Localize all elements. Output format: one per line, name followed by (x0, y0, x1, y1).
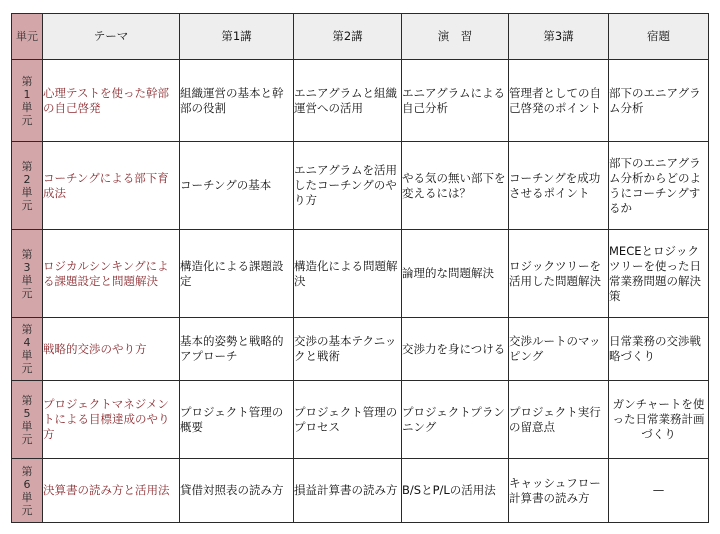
header-unit: 単元 (12, 14, 43, 60)
lecture1-cell: プロジェクト管理の概要 (180, 381, 294, 459)
curriculum-table (11, 13, 709, 523)
homework-cell: 日常業務の交渉戦略づくり (609, 318, 709, 381)
exercise-cell: B/SとP/Lの活用法 (402, 459, 509, 523)
lecture3-cell: 管理者としての自己啓発のポイント (509, 60, 609, 142)
header-homework: 宿題 (609, 14, 709, 60)
lecture3-cell: プロジェクト実行の留意点 (509, 381, 609, 459)
unit-theme: プロジェクトマネジメントによる目標達成のやり方 (43, 381, 180, 459)
homework-cell: MECEとロジックツリーを使った日常業務問題の解決策 (609, 230, 709, 318)
unit-theme: コーチングによる部下育成法 (43, 142, 180, 230)
header-lecture2: 第2講 (294, 14, 402, 60)
unit-label: 第5単元 (12, 381, 43, 459)
table-row (12, 459, 709, 523)
lecture3-cell: キャッシュフロー計算書の読み方 (509, 459, 609, 523)
header-lecture1: 第1講 (180, 14, 294, 60)
homework-cell: 部下のエニアグラム分析 (609, 60, 709, 142)
header-exercise: 演 習 (402, 14, 509, 60)
table-row (12, 230, 709, 318)
table-row (12, 60, 709, 142)
lecture2-cell: エニアグラムを活用したコーチングのやり方 (294, 142, 402, 230)
exercise-cell: エニアグラムによる自己分析 (402, 60, 509, 142)
unit-label: 第4単元 (12, 318, 43, 381)
unit-label: 第6単元 (12, 459, 43, 523)
header-lecture3: 第3講 (509, 14, 609, 60)
exercise-cell: やる気の無い部下を変えるには？ (402, 142, 509, 230)
exercise-cell: 論理的な問題解決 (402, 230, 509, 318)
lecture1-cell: 組織運営の基本と幹部の役割 (180, 60, 294, 142)
lecture3-cell: ロジックツリーを活用した問題解決 (509, 230, 609, 318)
lecture2-cell: 交渉の基本テクニックと戦術 (294, 318, 402, 381)
unit-label: 第3単元 (12, 230, 43, 318)
lecture3-cell: 交渉ルートのマッピング (509, 318, 609, 381)
lecture1-cell: コーチングの基本 (180, 142, 294, 230)
lecture1-cell: 貸借対照表の読み方 (180, 459, 294, 523)
exercise-cell: プロジェクトプランニング (402, 381, 509, 459)
exercise-cell: 交渉力を身につける (402, 318, 509, 381)
unit-label: 第1単元 (12, 60, 43, 142)
lecture1-cell: 構造化による課題設定 (180, 230, 294, 318)
homework-cell: ガンチャートを使った日常業務計画づくり (609, 381, 709, 459)
header-theme: テーマ (43, 14, 180, 60)
table-row (12, 142, 709, 230)
lecture2-cell: エニアグラムと組織運営への活用 (294, 60, 402, 142)
unit-theme: 戦略的交渉のやり方 (43, 318, 180, 381)
lecture2-cell: プロジェクト管理のプロセス (294, 381, 402, 459)
header-row (12, 14, 709, 60)
unit-theme: ロジカルシンキングによる課題設定と問題解決 (43, 230, 180, 318)
homework-cell: — (609, 459, 709, 523)
table-row (12, 381, 709, 459)
lecture2-cell: 構造化による問題解決 (294, 230, 402, 318)
unit-theme: 心理テストを使った幹部の自己啓発 (43, 60, 180, 142)
lecture1-cell: 基本的姿勢と戦略的アプローチ (180, 318, 294, 381)
unit-theme: 決算書の読み方と活用法 (43, 459, 180, 523)
lecture3-cell: コーチングを成功させるポイント (509, 142, 609, 230)
unit-label: 第2単元 (12, 142, 43, 230)
lecture2-cell: 損益計算書の読み方 (294, 459, 402, 523)
homework-cell: 部下のエニアグラム分析からどのようにコーチングするか (609, 142, 709, 230)
table-row (12, 318, 709, 381)
